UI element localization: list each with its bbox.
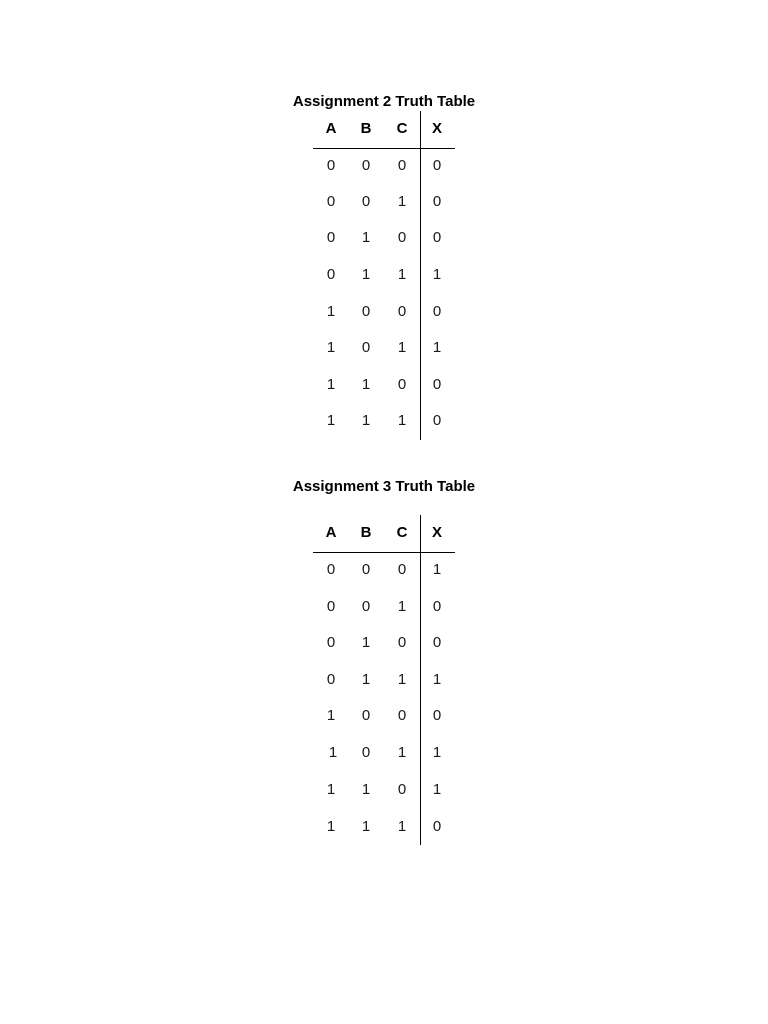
cell-b: 0 — [361, 157, 371, 174]
cell-x: 0 — [432, 818, 442, 835]
table-row — [313, 698, 455, 734]
cell-b: 0 — [361, 303, 371, 320]
cell-b: 1 — [361, 818, 371, 835]
cell-b: 0 — [361, 193, 371, 210]
table-header-row — [313, 515, 455, 551]
table-row — [313, 589, 455, 625]
cell-c: 1 — [397, 266, 407, 283]
table-row — [313, 294, 455, 330]
cell-a: 1 — [326, 339, 336, 356]
cell-b: 0 — [361, 707, 371, 724]
cell-x: 0 — [432, 376, 442, 393]
cell-a: 1 — [328, 744, 338, 761]
cell-b: 0 — [361, 744, 371, 761]
header-cell-a: A — [325, 524, 337, 541]
header-cell-b: B — [360, 524, 372, 541]
header-cell-c: C — [396, 120, 408, 137]
cell-c: 0 — [397, 561, 407, 578]
cell-b: 1 — [361, 266, 371, 283]
cell-c: 1 — [397, 339, 407, 356]
table-row — [313, 148, 455, 184]
cell-b: 1 — [361, 781, 371, 798]
cell-c: 1 — [397, 193, 407, 210]
cell-c: 1 — [397, 671, 407, 688]
header-cell-x: X — [431, 120, 442, 137]
cell-c: 0 — [397, 157, 407, 174]
header-cell-b: B — [360, 120, 372, 137]
table-row — [313, 662, 455, 698]
cell-x: 0 — [432, 229, 442, 246]
table-title: Assignment 3 Truth Table — [292, 478, 476, 495]
cell-x: 1 — [432, 671, 442, 688]
cell-x: 0 — [432, 634, 442, 651]
cell-a: 0 — [326, 229, 336, 246]
cell-c: 1 — [397, 412, 407, 429]
cell-x: 0 — [432, 193, 442, 210]
cell-a: 1 — [326, 781, 336, 798]
cell-c: 1 — [397, 598, 407, 615]
table-row — [313, 184, 455, 220]
cell-b: 0 — [361, 339, 371, 356]
cell-a: 1 — [326, 818, 336, 835]
cell-c: 0 — [397, 634, 407, 651]
cell-b: 1 — [361, 229, 371, 246]
cell-a: 0 — [326, 671, 336, 688]
cell-a: 0 — [326, 561, 336, 578]
cell-a: 0 — [326, 193, 336, 210]
cell-a: 1 — [326, 376, 336, 393]
cell-a: 1 — [326, 707, 336, 724]
cell-c: 0 — [397, 303, 407, 320]
cell-x: 1 — [432, 744, 442, 761]
cell-b: 1 — [361, 412, 371, 429]
cell-b: 0 — [361, 561, 371, 578]
cell-x: 0 — [432, 707, 442, 724]
table-row — [313, 257, 455, 293]
cell-a: 0 — [326, 266, 336, 283]
table-row — [313, 625, 455, 661]
cell-a: 0 — [326, 634, 336, 651]
header-cell-c: C — [396, 524, 408, 541]
cell-x: 0 — [432, 412, 442, 429]
header-cell-a: A — [325, 120, 337, 137]
table-row — [313, 735, 455, 771]
table-title: Assignment 2 Truth Table — [292, 93, 476, 110]
cell-x: 1 — [432, 266, 442, 283]
cell-c: 1 — [397, 744, 407, 761]
cell-x: 0 — [432, 598, 442, 615]
header-cell-x: X — [431, 524, 442, 541]
cell-c: 1 — [397, 818, 407, 835]
table-row — [313, 552, 455, 588]
cell-b: 1 — [361, 671, 371, 688]
cell-b: 0 — [361, 598, 371, 615]
cell-a: 1 — [326, 412, 336, 429]
cell-x: 0 — [432, 303, 442, 320]
cell-x: 0 — [432, 157, 442, 174]
cell-a: 0 — [326, 598, 336, 615]
cell-c: 0 — [397, 781, 407, 798]
cell-c: 0 — [397, 376, 407, 393]
table-row — [313, 367, 455, 403]
cell-x: 1 — [432, 781, 442, 798]
cell-a: 1 — [326, 303, 336, 320]
table-row — [313, 403, 455, 439]
cell-b: 1 — [361, 634, 371, 651]
table-row — [313, 809, 455, 845]
table-row — [313, 220, 455, 256]
cell-c: 0 — [397, 229, 407, 246]
table-row — [313, 330, 455, 366]
table-header-row — [313, 111, 455, 147]
table-row — [313, 772, 455, 808]
cell-a: 0 — [326, 157, 336, 174]
cell-c: 0 — [397, 707, 407, 724]
cell-x: 1 — [432, 561, 442, 578]
cell-x: 1 — [432, 339, 442, 356]
cell-b: 1 — [361, 376, 371, 393]
